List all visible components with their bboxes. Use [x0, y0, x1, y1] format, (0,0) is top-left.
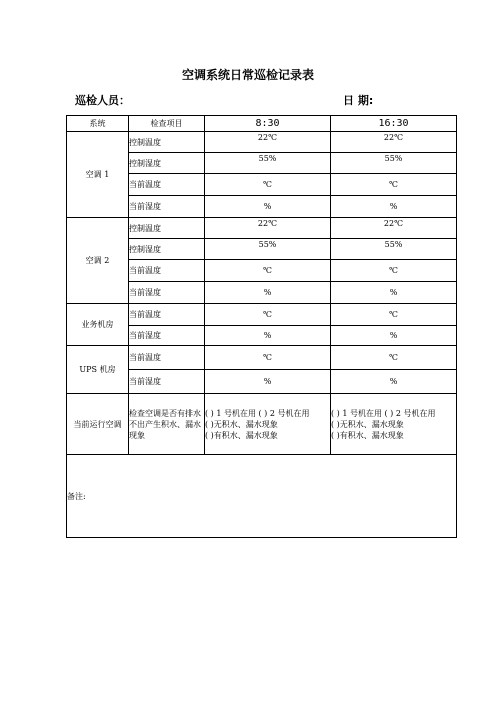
reading-cell: %	[331, 326, 457, 346]
reading-cell: 55%	[205, 153, 331, 174]
reading-cell: %	[205, 282, 331, 304]
options-cell-1	[205, 394, 331, 455]
system-running-ac: 当前运行空调	[67, 394, 129, 455]
check-item: 当前湿度	[129, 282, 205, 304]
header-time-1: 8:30	[205, 116, 331, 132]
reading-cell: ℃	[331, 304, 457, 326]
form-title: 空调系统日常巡检记录表	[181, 68, 314, 82]
check-item: 控制湿度	[129, 239, 205, 260]
option-line: ( )有积水、漏水现象	[205, 430, 278, 440]
option-line: ( )有积水、漏水现象	[331, 430, 404, 440]
reading-cell: ℃	[205, 174, 331, 196]
reading-cell: ℃	[331, 174, 457, 196]
check-item: 当前湿度	[129, 326, 205, 346]
reading-cell: 22℃	[331, 218, 457, 239]
check-item: 控制湿度	[129, 153, 205, 174]
remarks-row	[67, 455, 457, 538]
options-cell-2	[331, 394, 457, 455]
check-item: 当前温度	[129, 304, 205, 326]
system-ac1: 空调 1	[67, 132, 129, 218]
check-item: 当前湿度	[129, 370, 205, 394]
reading-cell: 55%	[331, 153, 457, 174]
system-ac2: 空调 2	[67, 218, 129, 304]
reading-cell: 55%	[205, 239, 331, 260]
check-item: 当前温度	[129, 174, 205, 196]
system-business-room: 业务机房	[67, 304, 129, 346]
reading-cell: %	[331, 196, 457, 218]
check-item: 当前湿度	[129, 196, 205, 218]
reading-cell: %	[331, 282, 457, 304]
check-item: 检查空调是否有排水不出产生积水、漏水现象	[129, 394, 205, 455]
header-row	[67, 116, 457, 132]
check-item: 当前温度	[129, 346, 205, 370]
reading-cell: %	[205, 370, 331, 394]
reading-cell: 55%	[331, 239, 457, 260]
option-line: ( ) 1 号机在用 ( ) 2 号机在用	[331, 408, 436, 418]
reading-cell: ℃	[331, 346, 457, 370]
table-row	[67, 132, 457, 153]
table-row	[67, 218, 457, 239]
reading-cell: 22℃	[331, 132, 457, 153]
check-item: 当前温度	[129, 260, 205, 282]
check-item: 控制温度	[129, 132, 205, 153]
option-line: ( )无积水、漏水现象	[331, 419, 404, 429]
date-label: 日 期:	[343, 94, 374, 107]
table-row	[67, 304, 457, 326]
header-item: 检查项目	[129, 116, 205, 132]
remarks-label: 备注:	[67, 455, 457, 538]
reading-cell: 22℃	[205, 132, 331, 153]
reading-cell: %	[331, 370, 457, 394]
reading-cell: 22℃	[205, 218, 331, 239]
reading-cell: %	[205, 326, 331, 346]
reading-cell: ℃	[331, 260, 457, 282]
table-row	[67, 394, 457, 455]
reading-cell: %	[205, 196, 331, 218]
header-system: 系统	[67, 116, 129, 132]
check-item: 控制温度	[129, 218, 205, 239]
inspection-table	[66, 115, 457, 538]
option-line: ( )无积水、漏水现象	[205, 419, 278, 429]
inspector-label: 巡检人员：	[75, 94, 130, 107]
option-line: ( ) 1 号机在用 ( ) 2 号机在用	[205, 408, 310, 418]
system-ups-room: UPS 机房	[67, 346, 129, 394]
header-time-2: 16:30	[331, 116, 457, 132]
table-row	[67, 346, 457, 370]
reading-cell: ℃	[205, 260, 331, 282]
reading-cell: ℃	[205, 304, 331, 326]
reading-cell: ℃	[205, 346, 331, 370]
